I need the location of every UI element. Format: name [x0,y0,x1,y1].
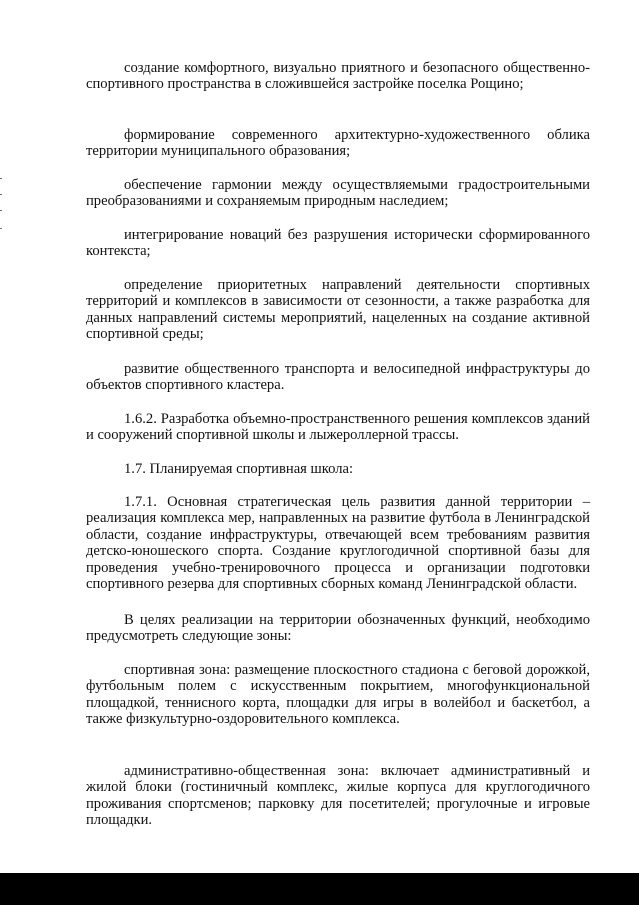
section-heading-1-7: 1.7. Планируемая спортивная школа: [124,461,354,477]
scan-bottom-border [0,873,639,905]
paragraph-transport: развитие общественного транспорта и велосипедной инфраструктуры до объектов спортивного кластера. [86,361,590,394]
paragraph-priority-directions: определение приоритетных направлений деятельности спортивных территорий и комплексов в зависимости от сезонности, а также разработка для данных направлений системы мероприятий, нацеленных на создание активной спортивной среды; [86,277,590,343]
paragraph-section-1-7-1: 1.7.1. Основная стратегическая цель развития данной территории – реализация комплекса мер, направленных на развитие футбола в Ленинградской области, создание инфраструктуры, отвечающей всем требованиям развития детско-юношеского спорта. Создание круглогодичной спортивной базы для проведения учебно-тренировочного процесса и организации подготовки спортивного резерва для спортивных сборных команд Ленинградской области. [86,494,590,593]
paragraph-harmony: обеспечение гармонии между осуществляемыми градостроительными преобразованиями и сохраняемым природным наследием; [86,177,590,210]
paragraph-sports-space: создание комфортного, визуально приятного и безопасного общественно-спортивного пространства в сложившейся застройке поселка Рощино; [86,60,590,93]
paragraph-zones-intro: В целях реализации на территории обозначенных функций, необходимо предусмотреть следующие зоны: [86,612,590,645]
paragraph-innovations: интегрирование новаций без разрушения исторически сформированного контекста; [86,227,590,260]
paragraph-sports-zone: спортивная зона: размещение плоскостного стадиона с беговой дорожкой, футбольным полем с искусственным покрытием, многофункциональной площадкой, теннисного корта, площадки для игры в волейбол и баскетбол, а также физкультурно-оздоровительного комплекса. [86,662,590,728]
paragraph-architectural-image: формирование современного архитектурно-художественного облика территории муниципального образования; [86,127,590,160]
paragraph-section-1-6-2: 1.6.2. Разработка объемно-пространственного решения комплексов зданий и сооружений спортивной школы и лыжероллерной трассы. [86,411,590,444]
paragraph-admin-zone: административно-общественная зона: включает административный и жилой блоки (гостиничный комплекс, жилые корпуса для круглогодичного проживания спортсменов; парковку для посетителей; прогулочные и игровые площадки. [86,763,590,829]
scan-edge-marks [0,170,3,240]
